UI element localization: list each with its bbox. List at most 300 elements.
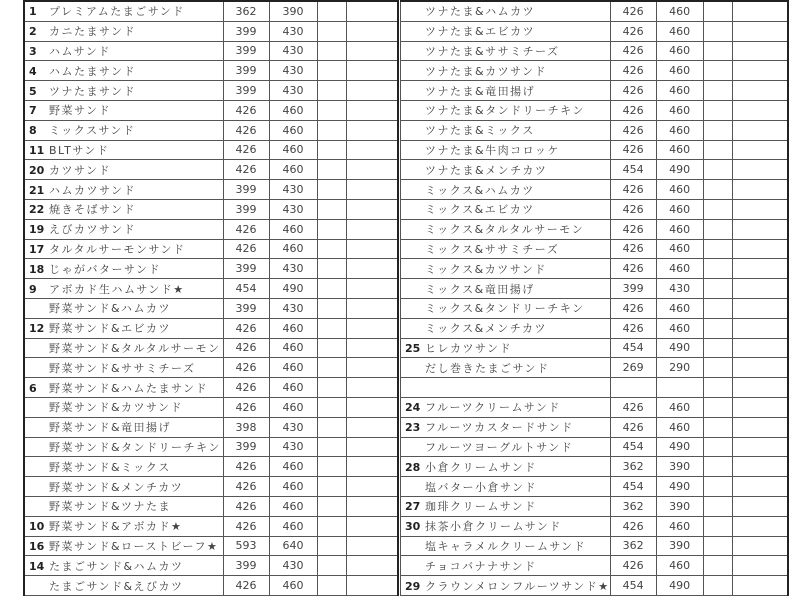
item-name-cell	[401, 457, 611, 477]
price-tax-cell: 460	[269, 318, 317, 338]
price-cell: 593	[223, 536, 269, 556]
remarks-cell	[346, 21, 398, 41]
price-cell: 399	[223, 180, 269, 200]
item-number: 2	[29, 25, 37, 39]
price-cell: 426	[610, 180, 656, 200]
quantity-cell	[703, 259, 732, 279]
table-row	[24, 239, 398, 259]
price-tax-cell: 460	[656, 417, 703, 437]
table-row	[401, 437, 789, 457]
price-tax-cell: 460	[656, 1, 703, 21]
item-name-cell	[401, 140, 611, 160]
quantity-cell	[317, 1, 346, 21]
remarks-cell	[346, 140, 398, 160]
price-cell: 399	[223, 41, 269, 61]
quantity-cell	[703, 160, 732, 180]
quantity-cell	[703, 100, 732, 120]
price-tax-cell: 460	[656, 239, 703, 259]
item-name-cell	[24, 417, 223, 437]
item-number: 18	[29, 262, 45, 276]
item-name: 野菜サンド&ハムたまサンド	[49, 381, 208, 395]
remarks-cell	[732, 1, 788, 21]
item-number: 8	[29, 124, 37, 138]
remarks-cell	[346, 81, 398, 101]
table-row	[401, 457, 789, 477]
item-name-cell	[401, 318, 611, 338]
item-number: 14	[29, 559, 45, 573]
table-row	[401, 536, 789, 556]
quantity-cell	[703, 358, 732, 378]
item-name-cell	[24, 21, 223, 41]
table-row	[24, 160, 398, 180]
item-name-cell	[401, 279, 611, 299]
table-row	[24, 298, 398, 318]
item-number: 6	[29, 381, 37, 395]
price-cell: 454	[610, 338, 656, 358]
item-name: チョコバナナサンド	[425, 559, 537, 573]
table-row	[401, 397, 789, 417]
quantity-cell	[703, 219, 732, 239]
remarks-cell	[732, 180, 788, 200]
price-cell: 399	[223, 61, 269, 81]
remarks-cell	[346, 239, 398, 259]
price-cell: 399	[223, 199, 269, 219]
price-tax-cell: 460	[269, 160, 317, 180]
price-cell: 426	[610, 298, 656, 318]
item-name: 野菜サンド&カツサンド	[49, 401, 183, 415]
quantity-cell	[703, 437, 732, 457]
remarks-cell	[732, 397, 788, 417]
price-tax-cell: 390	[656, 457, 703, 477]
table-row	[401, 160, 789, 180]
quantity-cell	[317, 457, 346, 477]
quantity-cell	[703, 457, 732, 477]
price-tax-cell: 460	[269, 576, 317, 596]
quantity-cell	[703, 338, 732, 358]
item-name-cell	[24, 397, 223, 417]
item-name-cell	[401, 61, 611, 81]
item-name-cell	[401, 437, 611, 457]
item-name-cell	[401, 378, 611, 398]
price-tax-cell: 460	[269, 219, 317, 239]
item-name: BLTサンド	[49, 143, 110, 157]
quantity-cell	[703, 199, 732, 219]
price-cell: 426	[223, 378, 269, 398]
quantity-cell	[317, 318, 346, 338]
quantity-cell	[317, 259, 346, 279]
price-cell: 426	[610, 556, 656, 576]
price-cell: 362	[610, 536, 656, 556]
price-tax-cell: 460	[656, 556, 703, 576]
table-row	[401, 61, 789, 81]
remarks-cell	[346, 536, 398, 556]
price-cell: 399	[610, 279, 656, 299]
table-row	[24, 417, 398, 437]
item-name: ミックス&メンチカツ	[425, 322, 548, 336]
table-row	[401, 318, 789, 338]
item-number: 16	[29, 539, 45, 553]
item-name: 野菜サンド&ローストビーフ★	[49, 539, 219, 553]
price-tax-cell: 460	[656, 199, 703, 219]
item-name-cell	[401, 496, 611, 516]
price-tax-cell: 460	[269, 516, 317, 536]
item-name: ツナたまサンド	[49, 84, 136, 98]
quantity-cell	[703, 397, 732, 417]
item-name: 野菜サンド&タンドリーチキン	[49, 440, 221, 454]
price-tax-cell: 430	[269, 259, 317, 279]
price-tax-cell: 390	[656, 536, 703, 556]
item-name: タルタルサーモンサンド	[49, 242, 186, 256]
price-tax-cell: 390	[656, 496, 703, 516]
item-name-cell	[401, 219, 611, 239]
price-tax-cell: 460	[269, 496, 317, 516]
item-name: ツナたま&牛肉コロッケ	[425, 143, 560, 157]
item-name-cell	[24, 219, 223, 239]
item-name-cell	[24, 100, 223, 120]
item-number: 20	[29, 163, 45, 177]
table-row	[24, 219, 398, 239]
remarks-cell	[732, 140, 788, 160]
price-tax-cell: 460	[656, 61, 703, 81]
item-name-cell	[401, 298, 611, 318]
item-name-cell	[401, 81, 611, 101]
remarks-cell	[732, 437, 788, 457]
item-name-cell	[401, 21, 611, 41]
remarks-cell	[732, 576, 788, 596]
quantity-cell	[317, 160, 346, 180]
price-cell	[610, 378, 656, 398]
table-row	[24, 318, 398, 338]
item-name: クラウンメロンフルーツサンド★	[425, 579, 610, 593]
table-row	[24, 199, 398, 219]
remarks-cell	[732, 378, 788, 398]
price-cell: 399	[223, 298, 269, 318]
item-name-cell	[24, 318, 223, 338]
item-name: たまごサンド&ハムカツ	[49, 559, 184, 573]
price-tax-cell: 460	[269, 358, 317, 378]
quantity-cell	[703, 516, 732, 536]
price-cell: 426	[223, 397, 269, 417]
price-tax-cell: 490	[656, 576, 703, 596]
quantity-cell	[317, 298, 346, 318]
price-cell: 426	[223, 338, 269, 358]
price-tax-cell: 460	[656, 41, 703, 61]
table-row	[401, 496, 789, 516]
quantity-cell	[703, 378, 732, 398]
remarks-cell	[346, 338, 398, 358]
remarks-cell	[346, 378, 398, 398]
price-tax-cell: 430	[269, 41, 317, 61]
price-tax-cell: 290	[656, 358, 703, 378]
item-name: ツナたま&エビカツ	[425, 25, 536, 39]
table-row	[401, 477, 789, 497]
price-cell: 362	[610, 457, 656, 477]
item-name: 野菜サンド&エビカツ	[49, 322, 172, 336]
remarks-cell	[346, 259, 398, 279]
table-row	[24, 100, 398, 120]
item-name: ハムサンド	[49, 44, 111, 58]
item-name: ハムカツサンド	[49, 183, 136, 197]
remarks-cell	[346, 199, 398, 219]
quantity-cell	[703, 1, 732, 21]
remarks-cell	[346, 180, 398, 200]
item-name: ミックス&タルタルサーモン	[425, 223, 585, 237]
item-name-cell	[24, 358, 223, 378]
quantity-cell	[317, 81, 346, 101]
quantity-cell	[703, 556, 732, 576]
item-name: だし巻きたまごサンド	[425, 361, 550, 375]
price-tax-cell: 460	[656, 120, 703, 140]
table-row	[24, 516, 398, 536]
price-cell: 426	[223, 358, 269, 378]
price-tax-cell: 460	[269, 100, 317, 120]
item-name: ミックス&タンドリーチキン	[425, 302, 585, 316]
item-number: 28	[405, 460, 421, 474]
remarks-cell	[346, 219, 398, 239]
table-row	[401, 1, 789, 21]
item-name-cell	[24, 180, 223, 200]
remarks-cell	[346, 437, 398, 457]
item-number: 11	[29, 143, 45, 157]
remarks-cell	[732, 417, 788, 437]
remarks-cell	[732, 160, 788, 180]
table-row	[24, 21, 398, 41]
price-cell: 362	[223, 1, 269, 21]
remarks-cell	[732, 338, 788, 358]
price-tax-cell: 460	[656, 21, 703, 41]
remarks-cell	[346, 556, 398, 576]
table-row	[24, 338, 398, 358]
table-row	[401, 41, 789, 61]
remarks-cell	[346, 298, 398, 318]
item-number: 23	[405, 421, 421, 435]
quantity-cell	[703, 576, 732, 596]
remarks-cell	[346, 397, 398, 417]
remarks-cell	[346, 41, 398, 61]
remarks-cell	[732, 536, 788, 556]
remarks-cell	[346, 576, 398, 596]
price-cell: 399	[223, 81, 269, 101]
quantity-cell	[317, 180, 346, 200]
price-cell: 362	[610, 496, 656, 516]
item-name-cell	[24, 298, 223, 318]
quantity-cell	[317, 496, 346, 516]
remarks-cell	[346, 516, 398, 536]
item-number: 21	[29, 183, 45, 197]
price-cell: 426	[223, 477, 269, 497]
remarks-cell	[346, 358, 398, 378]
price-cell: 454	[610, 576, 656, 596]
price-tax-cell: 460	[269, 457, 317, 477]
table-row	[401, 120, 789, 140]
item-name: えびカツサンド	[49, 223, 136, 237]
item-name: フルーツヨーグルトサンド	[425, 440, 574, 454]
price-tax-cell: 430	[269, 556, 317, 576]
remarks-cell	[346, 318, 398, 338]
item-name-cell	[24, 576, 223, 596]
price-tax-cell: 460	[656, 397, 703, 417]
price-cell: 426	[610, 140, 656, 160]
menu-price-table-right	[400, 0, 789, 596]
item-name: ツナたま&ミックス	[425, 124, 535, 138]
item-name-cell	[401, 239, 611, 259]
remarks-cell	[346, 160, 398, 180]
table-row	[24, 120, 398, 140]
table-row	[24, 358, 398, 378]
remarks-cell	[732, 298, 788, 318]
item-name-cell	[401, 160, 611, 180]
table-row	[401, 516, 789, 536]
price-cell: 426	[610, 318, 656, 338]
table-row	[401, 298, 789, 318]
item-number: 22	[29, 203, 45, 217]
price-cell: 426	[223, 100, 269, 120]
item-name-cell	[24, 536, 223, 556]
price-cell: 426	[610, 239, 656, 259]
item-name-cell	[24, 160, 223, 180]
item-number: 12	[29, 322, 45, 336]
remarks-cell	[732, 199, 788, 219]
remarks-cell	[732, 358, 788, 378]
item-name-cell	[24, 496, 223, 516]
table-row	[401, 140, 789, 160]
item-name: フルーツクリームサンド	[425, 401, 561, 415]
price-cell: 426	[610, 219, 656, 239]
price-tax-cell: 460	[269, 378, 317, 398]
price-tax-cell: 460	[656, 516, 703, 536]
remarks-cell	[346, 496, 398, 516]
item-name: 抹茶小倉クリームサンド	[425, 520, 562, 534]
item-name-cell	[401, 358, 611, 378]
table-row	[401, 180, 789, 200]
item-number: 27	[405, 500, 421, 514]
quantity-cell	[703, 279, 732, 299]
item-name: 野菜サンド&メンチカツ	[49, 480, 184, 494]
table-row	[24, 536, 398, 556]
item-name: 野菜サンド&竜田揚げ	[49, 421, 172, 435]
price-cell: 426	[610, 397, 656, 417]
remarks-cell	[346, 457, 398, 477]
price-cell: 426	[610, 1, 656, 21]
item-number: 10	[29, 520, 45, 534]
table-row	[401, 239, 789, 259]
price-cell: 399	[223, 259, 269, 279]
item-name: 野菜サンド&タルタルサーモン	[49, 341, 221, 355]
price-cell: 454	[610, 477, 656, 497]
item-number: 25	[405, 341, 421, 355]
table-row	[24, 457, 398, 477]
quantity-cell	[317, 219, 346, 239]
item-name: じゃがバターサンド	[49, 262, 161, 276]
quantity-cell	[703, 61, 732, 81]
item-name-cell	[24, 239, 223, 259]
price-cell: 454	[610, 160, 656, 180]
remarks-cell	[732, 61, 788, 81]
item-number: 7	[29, 104, 37, 118]
item-name: ツナたま&竜田揚げ	[425, 84, 536, 98]
menu-price-table-left	[23, 0, 399, 596]
remarks-cell	[732, 100, 788, 120]
price-tax-cell: 460	[656, 180, 703, 200]
price-tax-cell: 490	[656, 160, 703, 180]
price-cell: 426	[223, 219, 269, 239]
remarks-cell	[732, 41, 788, 61]
item-name: フルーツカスタードサンド	[425, 421, 574, 435]
table-row	[24, 477, 398, 497]
price-cell: 399	[223, 21, 269, 41]
item-name: 小倉クリームサンド	[425, 460, 537, 474]
item-name-cell	[24, 120, 223, 140]
price-tax-cell: 430	[269, 199, 317, 219]
quantity-cell	[317, 120, 346, 140]
item-name: 焼きそばサンド	[49, 203, 136, 217]
remarks-cell	[732, 457, 788, 477]
item-name: ミックス&ササミチーズ	[425, 242, 560, 256]
price-tax-cell: 390	[269, 1, 317, 21]
item-name-cell	[24, 199, 223, 219]
price-tax-cell: 430	[269, 61, 317, 81]
remarks-cell	[732, 318, 788, 338]
quantity-cell	[317, 358, 346, 378]
price-cell: 426	[610, 259, 656, 279]
item-name-cell	[401, 41, 611, 61]
remarks-cell	[732, 477, 788, 497]
item-number: 19	[29, 223, 45, 237]
price-cell: 454	[223, 279, 269, 299]
price-cell: 426	[610, 81, 656, 101]
item-number: 24	[405, 401, 421, 415]
price-cell: 398	[223, 417, 269, 437]
quantity-cell	[317, 41, 346, 61]
table-row	[24, 1, 398, 21]
quantity-cell	[317, 378, 346, 398]
table-row	[24, 397, 398, 417]
table-row	[24, 259, 398, 279]
quantity-cell	[317, 140, 346, 160]
item-name: 珈琲クリームサンド	[425, 500, 537, 514]
table-row	[24, 41, 398, 61]
item-name-cell	[401, 338, 611, 358]
table-row	[24, 556, 398, 576]
price-cell: 426	[610, 61, 656, 81]
item-name: 野菜サンド&ハムカツ	[49, 302, 172, 316]
price-tax-cell: 460	[656, 219, 703, 239]
item-name: ヒレカツサンド	[425, 341, 512, 355]
quantity-cell	[703, 496, 732, 516]
table-row	[24, 61, 398, 81]
table-row	[24, 576, 398, 596]
item-number: 30	[405, 520, 421, 534]
remarks-cell	[346, 417, 398, 437]
quantity-cell	[703, 477, 732, 497]
price-tax-cell: 460	[269, 140, 317, 160]
remarks-cell	[732, 556, 788, 576]
item-name-cell	[401, 417, 611, 437]
table-row	[401, 81, 789, 101]
remarks-cell	[732, 219, 788, 239]
table-row	[401, 259, 789, 279]
item-name: カニたまサンド	[49, 25, 136, 39]
price-tax-cell: 460	[269, 120, 317, 140]
remarks-cell	[732, 516, 788, 536]
price-tax-cell: 490	[656, 477, 703, 497]
price-tax-cell: 430	[269, 437, 317, 457]
item-name: アボカド生ハムサンド★	[49, 282, 185, 296]
quantity-cell	[317, 199, 346, 219]
item-name: 野菜サンド&ツナたま	[49, 500, 172, 514]
price-cell: 269	[610, 358, 656, 378]
quantity-cell	[317, 100, 346, 120]
